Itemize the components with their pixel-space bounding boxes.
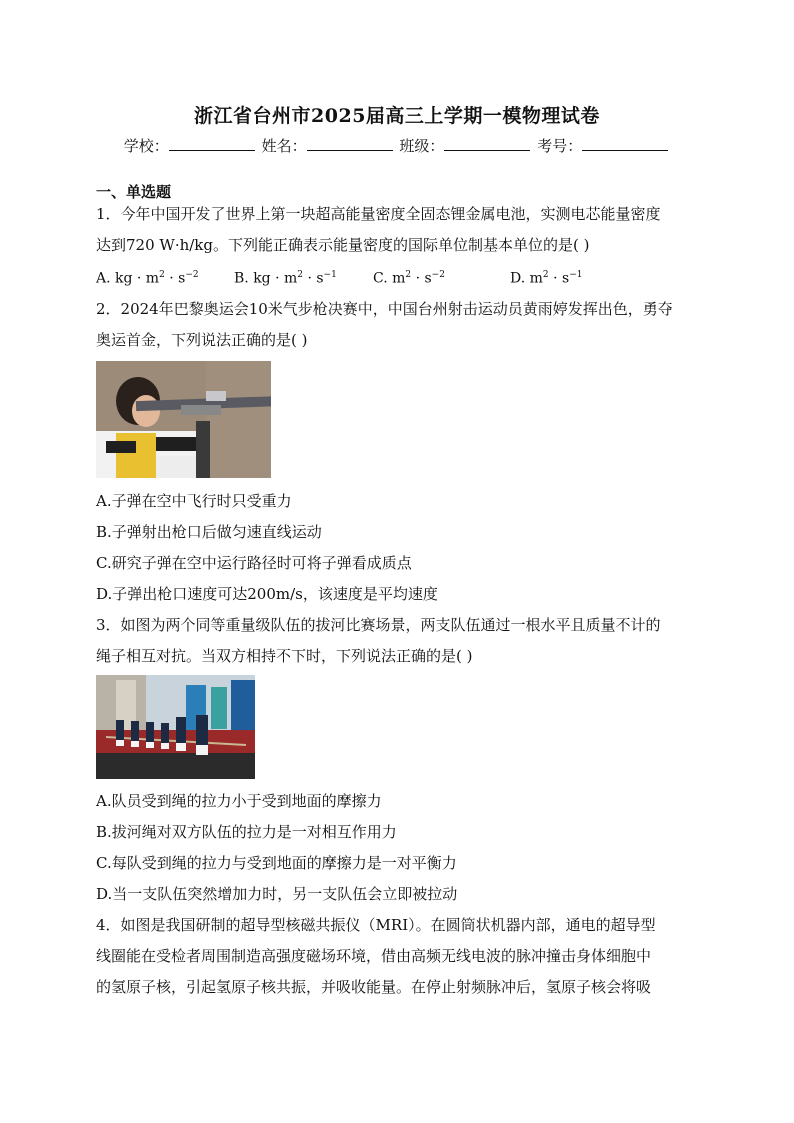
name-blank: [307, 136, 393, 151]
q3-option-c: C.每队受到绳的拉力与受到地面的摩擦力是一对平衡力: [96, 854, 457, 872]
class-blank: [444, 136, 530, 151]
exam-number-blank: [582, 136, 668, 151]
q2-line-1: 2．2024年巴黎奥运会10米气步枪决赛中，中国台州射击运动员黄雨婷发挥出色，勇夺: [96, 300, 673, 318]
q4-line-2: 线圈能在受检者周围制造高强度磁场环境，借由高频无线电波的脉冲撞击身体细胞中: [96, 947, 652, 965]
tug-of-war-photo: [96, 675, 255, 779]
q1-line-2: 达到720 W·h/kg。下列能正确表示能量密度的国际单位制基本单位的是( ): [96, 236, 590, 254]
q3-option-a: A.队员受到绳的拉力小于受到地面的摩擦力: [96, 792, 382, 810]
q4-line-1: 4．如图是我国研制的超导型核磁共振仪（MRI）。在圆筒状机器内部，通电的超导型: [96, 916, 656, 934]
q2-option-b: B.子弹射出枪口后做匀速直线运动: [96, 523, 322, 541]
q1-line-1: 1．今年中国开发了世界上第一块超高能量密度全固态锂金属电池，实测电芯能量密度: [96, 205, 661, 223]
q1-option-b: B. kg · $m^2 \cdot s^{-1}$: [234, 270, 337, 287]
q3-option-d: D.当一支队伍突然增加力时，另一支队伍会立即被拉动: [96, 885, 458, 903]
exam-number-label: 考号：: [537, 137, 583, 155]
class-label: 班级：: [399, 137, 445, 155]
q1-option-c: C. $m^2 \cdot s^{-2}$: [373, 270, 445, 287]
name-label: 姓名：: [261, 137, 307, 155]
school-blank: [169, 136, 255, 151]
q3-line-2: 绳子相互对抗。当双方相持不下时，下列说法正确的是( ): [96, 647, 473, 665]
student-info-row: [0, 135, 794, 156]
q2-option-a: A.子弹在空中飞行时只受重力: [96, 492, 292, 510]
q3-line-1: 3．如图为两个同等重量级队伍的拔河比赛场景，两支队伍通过一根水平且质量不计的: [96, 616, 661, 634]
q2-option-c: C.研究子弹在空中运行路径时可将子弹看成质点: [96, 554, 412, 572]
section-heading: 一、单选题: [96, 183, 172, 201]
q1-option-a: A. kg · $m^2 \cdot s^{-2}$: [96, 270, 199, 287]
q2-option-d: D.子弹出枪口速度可达200m/s，该速度是平均速度: [96, 585, 438, 603]
school-label: 学校：: [123, 137, 169, 155]
exam-title: 浙江省台州市2025届高三上学期一模物理试卷: [194, 105, 600, 127]
q4-line-3: 的氢原子核，引起氢原子核共振，并吸收能量。在停止射频脉冲后，氢原子核会将吸: [96, 978, 652, 996]
q1-option-d: D. $m^2 \cdot s^{-1}$: [510, 270, 583, 287]
q3-option-b: B.拔河绳对双方队伍的拉力是一对相互作用力: [96, 823, 397, 841]
shooter-photo: [96, 361, 271, 478]
q2-line-2: 奥运首金，下列说法正确的是( ): [96, 331, 308, 349]
